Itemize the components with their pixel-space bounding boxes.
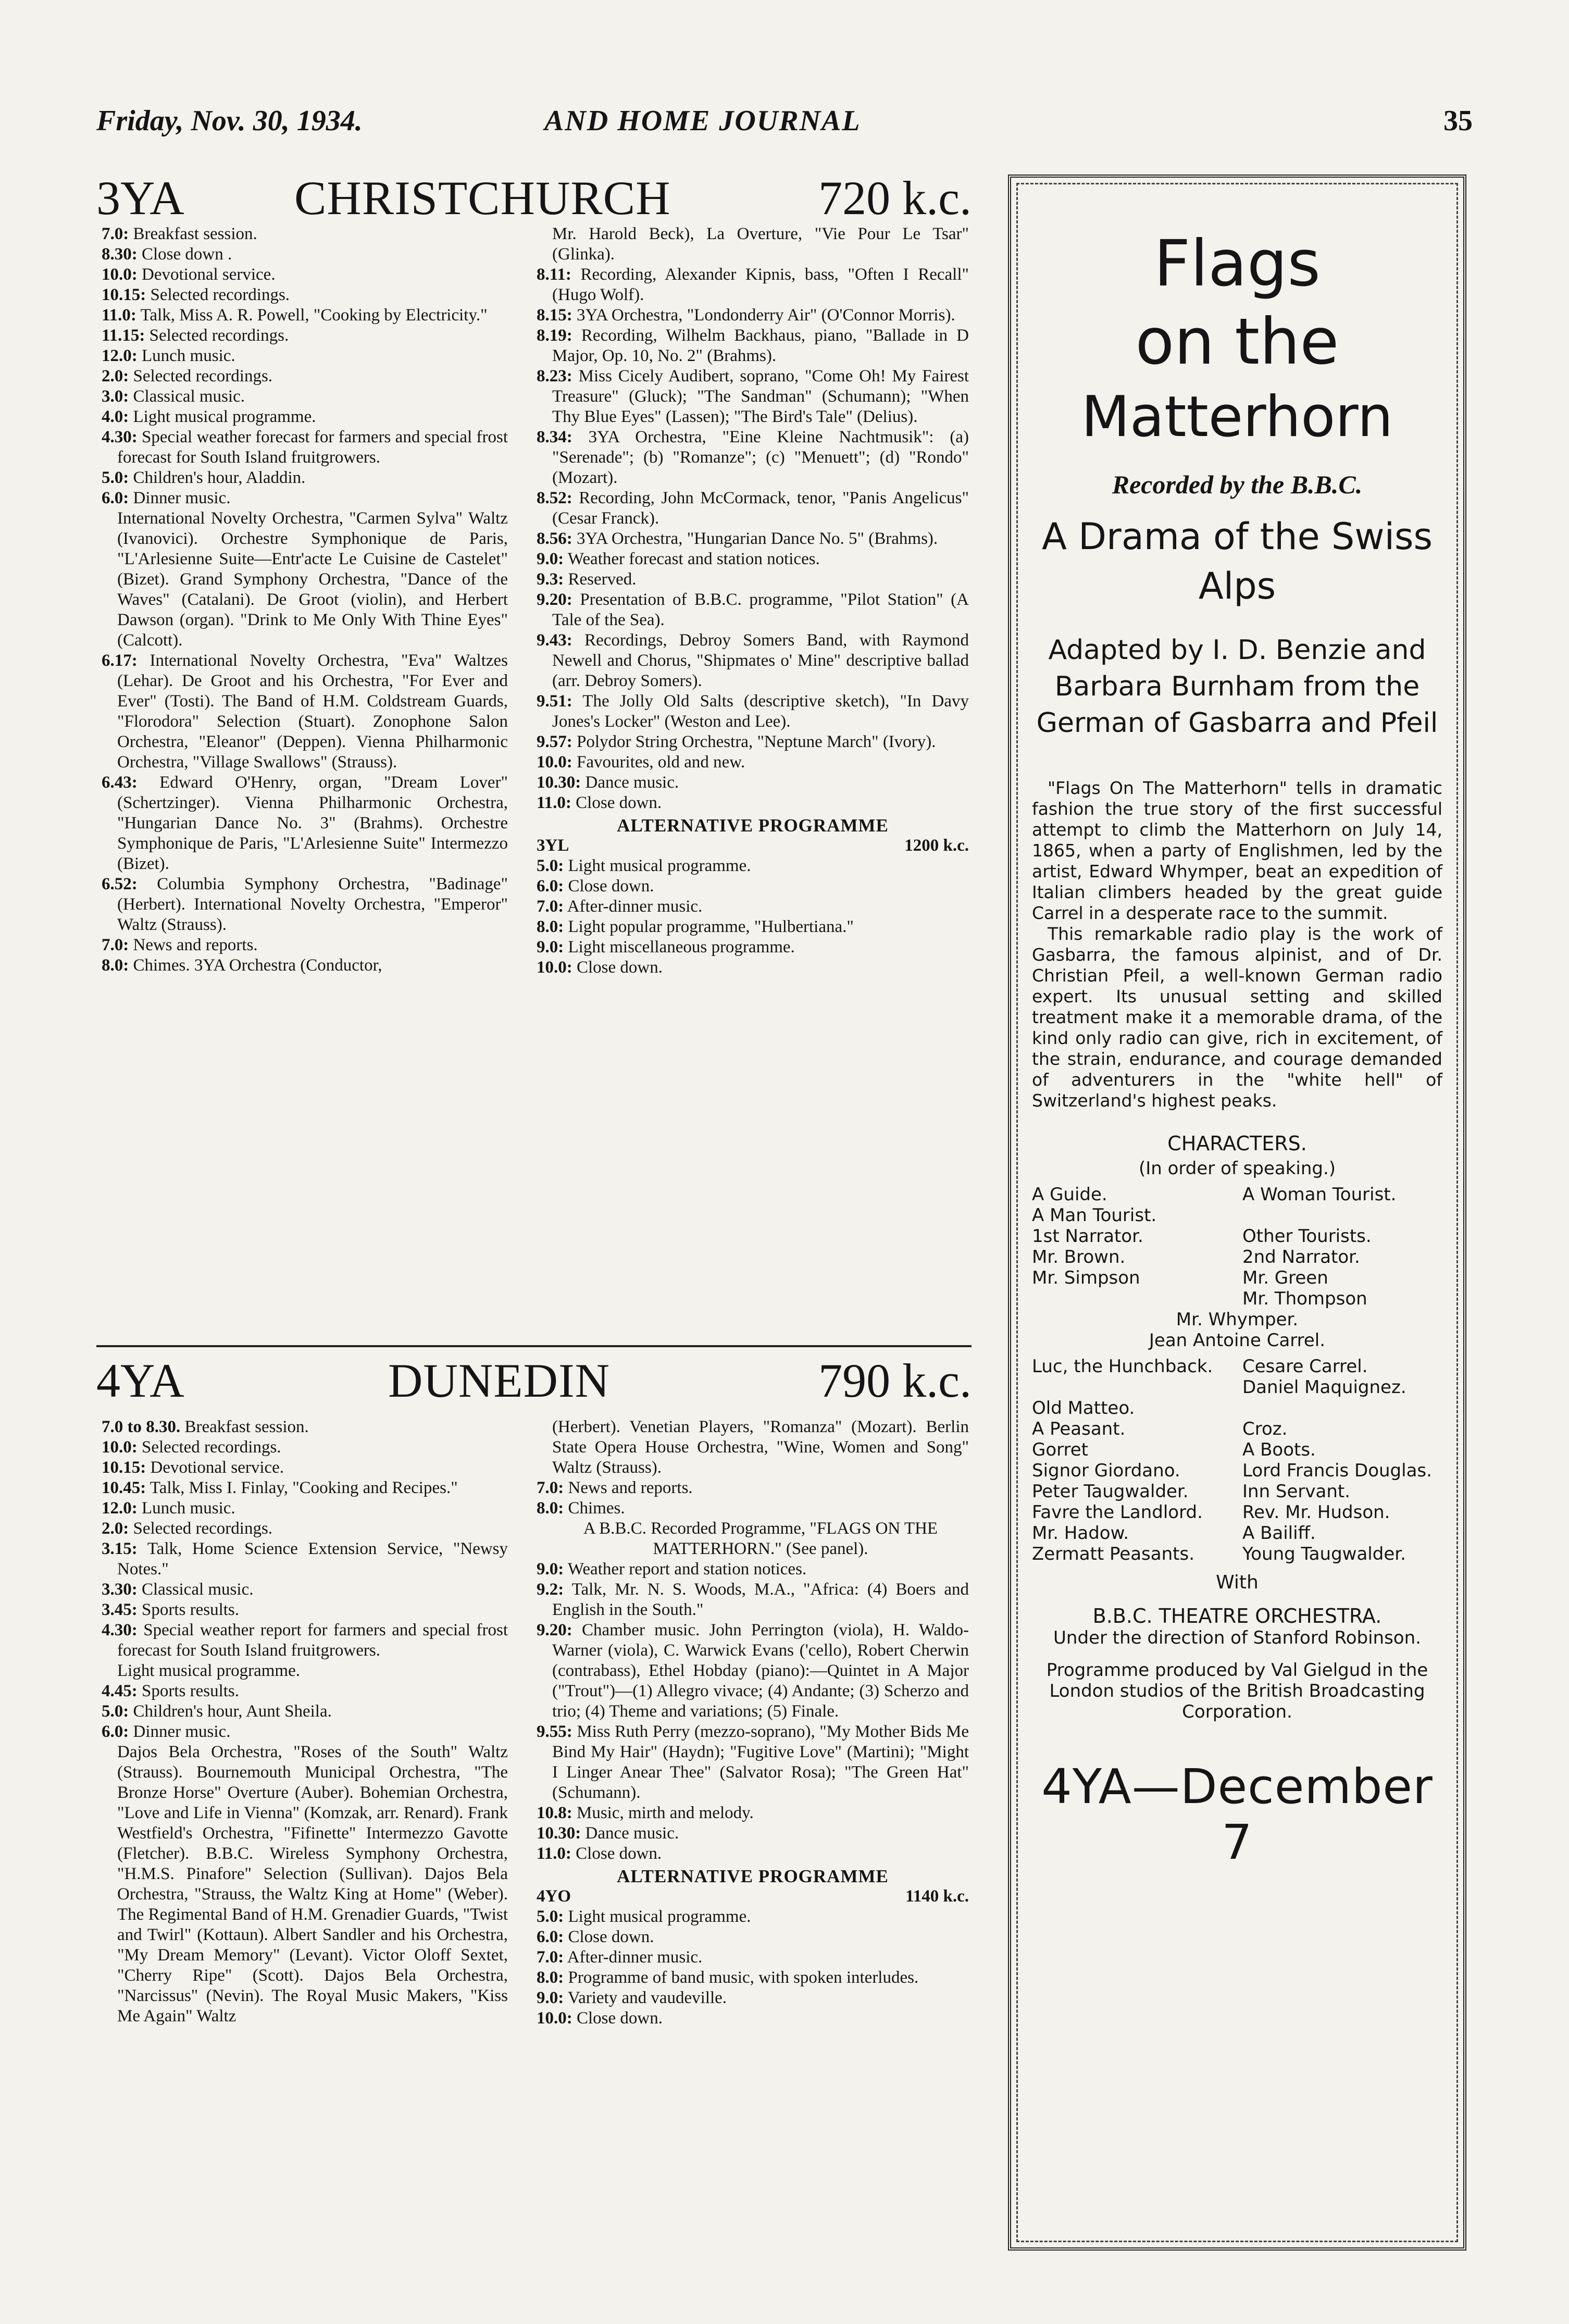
character-name: Daniel Maquignez. — [1242, 1377, 1406, 1398]
programme-text: 3YA Orchestra, "Londonderry Air" (O'Connor Morris). — [577, 306, 955, 325]
programme-text: Children's hour, Aladdin. — [133, 468, 306, 487]
programme-item — [102, 265, 508, 285]
character-name: Gorret — [1032, 1439, 1089, 1460]
programme-text: Close down. — [576, 793, 662, 812]
programme-list — [537, 224, 969, 813]
programme-time: 7.0: — [537, 1478, 564, 1497]
programme-item — [102, 1478, 508, 1498]
programme-text: Weather forecast and station notices. — [567, 550, 820, 568]
advert-panel — [1008, 175, 1466, 2251]
programme-text: Music, mirth and melody. — [577, 1804, 754, 1822]
programme-item — [102, 508, 508, 651]
programme-text: Devotional service. — [150, 1458, 284, 1477]
programme-text: Selected recordings. — [133, 367, 273, 386]
programme-list — [537, 1417, 969, 1864]
programme-text: Favourites, old and new. — [577, 753, 745, 772]
character-name — [1032, 1377, 1232, 1398]
programme-time: 8.0: — [537, 1968, 564, 1987]
programme-item — [102, 468, 508, 488]
programme-item — [537, 224, 969, 265]
programme-time: 10.8: — [537, 1804, 572, 1822]
programme-item — [537, 856, 969, 876]
character-name: Mr. Green — [1242, 1267, 1328, 1288]
programme-time: 8.0: — [102, 956, 129, 975]
programme-item — [537, 1559, 969, 1580]
characters-subtitle: (In order of speaking.) — [1138, 1158, 1336, 1179]
programme-item — [537, 366, 969, 427]
characters-grid-b — [1032, 1356, 1442, 1564]
blurb-paragraph: This remarkable radio play is the work of Gasbarra, the famous alpinist, and of Dr. Christian Pfeil, a well-known German radio expert. Its unusual setting and skilled treatment make it a memorable drama, of the kind only radio can give, rich in excitement, of the strain, endurance, and courage demanded of adventurers in the "white hell" of Switzerland's highest peaks. — [1032, 924, 1442, 1111]
programme-item — [102, 1519, 508, 1539]
programme-item — [102, 285, 508, 305]
programme-text: Talk, Mr. N. S. Woods, M.A., "Africa: (4) Boers and English in the South." — [552, 1580, 969, 1619]
programme-item — [102, 955, 508, 976]
programme-item — [537, 897, 969, 917]
programme-time: 9.55: — [537, 1722, 572, 1741]
programme-item — [537, 1620, 969, 1722]
programme-time: 12.0: — [102, 346, 138, 365]
programme-item — [102, 366, 508, 387]
programme-text: Dinner music. — [133, 1722, 231, 1741]
programme-text: Breakfast session. — [184, 1418, 309, 1436]
character-name: Peter Taugwalder. — [1032, 1481, 1189, 1502]
programme-text: Special weather report for farmers and special frost forecast for South Island fruitgrowers. — [117, 1621, 508, 1660]
programme-item — [537, 1927, 969, 1947]
programme-text: Presentation of B.B.C. programme, "Pilot Station" (A Tale of the Sea). — [552, 590, 969, 629]
programme-item — [537, 1417, 969, 1478]
running-header — [96, 104, 1473, 151]
programme-time: 8.15: — [537, 306, 572, 325]
section-divider — [96, 1345, 972, 1347]
programme-item — [102, 1701, 508, 1722]
programme-time: 11.15: — [102, 326, 145, 345]
programme-time: 6.0: — [102, 1722, 129, 1741]
programme-item — [102, 1600, 508, 1620]
character-name: Lord Francis Douglas. — [1242, 1460, 1432, 1481]
programme-time: 9.0: — [537, 938, 564, 956]
character-name: 2nd Narrator. — [1242, 1247, 1360, 1267]
programme-text: Children's hour, Aunt Sheila. — [133, 1702, 332, 1721]
programme-text: Light musical programme. — [133, 407, 316, 426]
programme-item — [102, 1437, 508, 1458]
programme-text: The Jolly Old Salts (descriptive sketch), "In Davy Jones's Locker" (Weston and Lee). — [552, 692, 969, 731]
programme-item — [102, 773, 508, 874]
programme-text: Recording, Wilhelm Backhaus, piano, "Ballade in D Major, Op. 10, No. 2" (Brahms). — [552, 326, 969, 365]
programme-time: 7.0: — [102, 936, 129, 954]
programme-text: Selected recordings. — [150, 285, 290, 304]
programme-text: Lunch music. — [142, 346, 235, 365]
character-name: A Man Tourist. — [1032, 1205, 1157, 1226]
alternative-programme-list — [537, 856, 969, 978]
programme-time: 5.0: — [102, 1702, 129, 1721]
programme-item — [537, 876, 969, 897]
programme-item — [537, 937, 969, 958]
character-name: 1st Narrator. — [1032, 1226, 1143, 1247]
programme-item — [537, 958, 969, 978]
drama-subtitle: A Drama of the Swiss Alps — [1042, 515, 1433, 607]
programme-time: 6.0: — [537, 1928, 564, 1946]
programme-item — [537, 1580, 969, 1620]
alternative-programme-title: ALTERNATIVE PROGRAMME — [617, 815, 889, 836]
programme-time: 7.0: — [102, 225, 129, 243]
characters-grid-a — [1032, 1184, 1442, 1309]
programme-text: Classical music. — [142, 1580, 254, 1599]
programme-item — [537, 752, 969, 773]
programme-time: 10.15: — [102, 1458, 146, 1477]
programme-item — [537, 917, 969, 937]
programme-column-4ya-2 — [537, 1417, 969, 2029]
programme-text: Chimes. 3YA Orchestra (Conductor, — [133, 956, 382, 975]
character-name: Mr. Hadow. — [1032, 1523, 1129, 1544]
programme-text: Selected recordings. — [133, 1519, 273, 1538]
page-number: 35 — [1443, 105, 1473, 137]
advert-title-line1: Flags — [1154, 227, 1321, 301]
programme-time: 10.0: — [102, 1438, 138, 1457]
programme-time: 10.45: — [102, 1478, 146, 1497]
programme-time: 6.0: — [537, 877, 564, 896]
programme-text: Chamber music. John Perrington (viola), H. Waldo-Warner (viola), C. Warwick Evans ('cello), Robert Cherwin (contrabass), Ethel Hobday (piano):—Quintet in A Major ("Trout")—(1) Allegro vivace; (4) Andante; (3) Scherzo and trio; (4) Theme and variations; (5) Finale. — [552, 1621, 969, 1721]
programme-time: 8.19: — [537, 326, 572, 345]
programme-text: Talk, Miss A. R. Powell, "Cooking by Electricity." — [140, 306, 488, 325]
programme-item — [102, 488, 508, 508]
programme-text: Light popular programme, "Hulbertiana." — [568, 917, 854, 936]
programme-item — [102, 935, 508, 955]
programme-item — [102, 305, 508, 326]
programme-time: 10.30: — [537, 1824, 581, 1843]
alternative-station-row — [537, 1886, 969, 1907]
station-frequency: 790 k.c. — [818, 1354, 972, 1407]
programme-time: 4.30: — [102, 428, 138, 446]
alt-station-call: 3YL — [537, 836, 569, 855]
programme-item — [537, 1722, 969, 1803]
alternative-station-row — [537, 836, 969, 856]
programme-time: 11.0: — [537, 1844, 571, 1863]
programme-item — [102, 1458, 508, 1478]
production-credit: Programme produced by Val Gielgud in the London studios of the British Broadcasting Corporation. — [1046, 1660, 1428, 1722]
programme-text: Weather report and station notices. — [567, 1560, 807, 1579]
programme-item — [102, 244, 508, 265]
character-name: A Woman Tourist. — [1242, 1184, 1397, 1205]
programme-text: Reserved. — [568, 570, 637, 589]
character-name: Young Taugwalder. — [1242, 1544, 1406, 1564]
characters-title: CHARACTERS. — [1167, 1132, 1307, 1155]
programme-text: Special weather forecast for farmers and special frost forecast for South Island fruitgrowers. — [117, 428, 508, 467]
programme-text: A B.B.C. Recorded Programme, "FLAGS ON THE MATTERHORN." (See panel). — [583, 1519, 938, 1558]
programme-item — [537, 1988, 969, 2008]
station-heading-4ya — [96, 1354, 972, 1407]
advert-title-line2: on the — [1135, 305, 1339, 379]
character-name: Mr. Thompson — [1242, 1288, 1367, 1309]
station-call: 3YA — [96, 171, 184, 225]
programme-item — [537, 265, 969, 305]
programme-item — [537, 1968, 969, 1988]
programme-time: 7.0: — [537, 897, 564, 916]
alternative-programme-title: ALTERNATIVE PROGRAMME — [617, 1866, 889, 1886]
programme-item — [102, 427, 508, 468]
programme-item — [537, 305, 969, 326]
programme-text: Dance music. — [585, 1824, 679, 1843]
character-name — [1032, 1288, 1232, 1309]
programme-time: 8.56: — [537, 529, 572, 548]
programme-time: 8.23: — [537, 367, 572, 386]
programme-text: News and reports. — [133, 936, 258, 954]
character-name: A Peasant. — [1032, 1419, 1126, 1439]
programme-text: After-dinner music. — [567, 897, 703, 916]
programme-item — [537, 1947, 969, 1968]
issue-date: Friday, Nov. 30, 1934. — [96, 105, 363, 137]
programme-time: 10.30: — [537, 773, 581, 792]
programme-text: Columbia Symphony Orchestra, "Badinage" (Herbert). International Novelty Orchestra, "Emperor" Waltz (Strauss). — [117, 875, 508, 934]
programme-text: Selected recordings. — [149, 326, 289, 345]
programme-text: Close down . — [142, 245, 232, 264]
programme-text: Light musical programme. — [568, 1907, 751, 1926]
programme-item — [102, 1498, 508, 1519]
programme-item — [102, 1661, 508, 1681]
programme-time: 9.0: — [537, 1560, 564, 1579]
station-city: DUNEDIN — [388, 1354, 611, 1407]
station-city: CHRISTCHURCH — [294, 171, 671, 225]
programme-item — [102, 874, 508, 935]
station-frequency: 720 k.c. — [818, 171, 972, 225]
programme-text: Dinner music. — [133, 489, 231, 507]
programme-time: 10.0: — [537, 958, 572, 977]
programme-text: (Herbert). Venetian Players, "Romanza" (Mozart). Berlin State Opera House Orchestra, "Wine, Women and Song" Waltz (Strauss). — [552, 1418, 969, 1477]
programme-text: Breakfast session. — [133, 225, 257, 243]
programme-text: International Novelty Orchestra, "Carmen Sylva" Waltz (Ivanovici). Orchestre Symphonique de Paris, "L'Arlesienne Suite—Entr'acte Le Cuisine de Castelet" (Bizet). Grand Symphony Orchestra, "Dance of the Waves" (Catalani). De Groot (violin), and Herbert Dawson (organ). "Drink to Me Only With Thine Eyes" (Calcott). — [117, 509, 508, 650]
recorded-by: Recorded by the B.B.C. — [1112, 470, 1363, 499]
programme-text: Polydor String Orchestra, "Neptune March" (Ivory). — [577, 732, 936, 751]
programme-text: International Novelty Orchestra, "Eva" Waltzes (Lehar). De Groot and his Orchestra, "For Ever and Ever" (Tosti). The Band of H.M. Coldstream Guards, "Florodora" Selection (Stuart). Zonophone Salon Orchestra, "Eleanor" (Deppen). Vienna Philharmonic Orchestra, "Village Swallows" (Strauss). — [117, 651, 508, 772]
programme-time: 5.0: — [102, 468, 129, 487]
alt-station-frequency: 1200 k.c. — [904, 836, 969, 855]
programme-item — [537, 590, 969, 630]
character-name: Luc, the Hunchback. — [1032, 1356, 1213, 1377]
programme-text: Selected recordings. — [142, 1438, 281, 1457]
programme-text: Edward O'Henry, organ, "Dream Lover" (Schertzinger). Vienna Philharmonic Orchestra, "Hungarian Dance No. 3" (Brahms). Orchestre Symphonique de Paris, "L'Arlesienne Suite" Intermezzo (Bizet). — [117, 773, 508, 873]
programme-item — [102, 1580, 508, 1600]
programme-text: Recording, John McCormack, tenor, "Panis Angelicus" (Cesar Franck). — [552, 489, 969, 528]
programme-time: 9.43: — [537, 631, 572, 650]
programme-text: Close down. — [568, 877, 654, 896]
programme-item — [102, 1620, 508, 1661]
programme-item — [102, 1539, 508, 1580]
programme-item — [537, 691, 969, 732]
programme-time: 10.0: — [102, 265, 138, 284]
character-name — [1242, 1398, 1442, 1419]
advert-title-line3: Matterhorn — [1081, 384, 1393, 450]
programme-item — [537, 1907, 969, 1927]
blurb-paragraph: "Flags On The Matterhorn" tells in dramatic fashion the true story of the first successful attempt to climb the Matterhorn on July 14, 1865, when a party of Englishmen, led by the artist, Edward Whymper, beat an expedition of Italian climbers headed by the great guide Carrel in a desperate race to the summit. — [1032, 778, 1442, 923]
programme-text: Mr. Harold Beck), La Overture, "Vie Pour Le Tsar" (Glinka). — [552, 225, 969, 264]
character-name: Favre the Landlord. — [1032, 1502, 1203, 1523]
programme-item — [102, 1722, 508, 1742]
programme-item — [537, 549, 969, 569]
programme-text: Light musical programme. — [117, 1661, 300, 1680]
programme-text: Dance music. — [585, 773, 679, 792]
programme-text: 3YA Orchestra, "Eine Kleine Nachtmusik": (a) "Serenade"; (b) "Romanze"; (c) "Menuett"; (d) "Rondo" (Mozart). — [552, 428, 969, 487]
character-centered: Mr. Whymper. — [1176, 1309, 1299, 1330]
programme-time: 11.0: — [102, 306, 136, 325]
direction-credit: Under the direction of Stanford Robinson. — [1053, 1627, 1421, 1648]
programme-text: After-dinner music. — [567, 1948, 703, 1967]
programme-text: Talk, Home Science Extension Service, "Newsy Notes." — [117, 1539, 508, 1579]
programme-text: Sports results. — [142, 1600, 240, 1619]
character-centered: Jean Antoine Carrel. — [1149, 1330, 1326, 1351]
programme-item — [537, 1803, 969, 1823]
programme-time: 8.0: — [537, 1499, 564, 1518]
programme-text: Light musical programme. — [568, 856, 751, 875]
programme-text: Close down. — [568, 1928, 654, 1946]
programme-time: 11.0: — [537, 793, 571, 812]
programme-text: Dajos Bela Orchestra, "Roses of the South" Waltz (Strauss). Bournemouth Municipal Orchestra, "The Bronze Horse" Overture (Auber). Bohemian Orchestra, "Love and Life in Vienna" (Komzak, arr. Renard). Frank Westfield's Orchestra, "Fifinette" Intermezzo Gavotte (Fletcher). B.B.C. Wireless Symphony Orchestra, "H.M.S. Pinafore" Selection (Sullivan). Dajos Bela Orchestra, "Strauss, the Waltz King at Home" (Weber). The Regimental Band of H.M. Grenadier Guards, "Twist and Twirl" (Kottaun). Albert Sandler and his Orchestra, "My Dream Memory" (Levant). Victor Oloff Sextet, "Cherry Ripe" (Scott). Dajos Bela Orchestra, "Narcissus" (Nevin). The Royal Music Makers, "Kiss Me Again" Waltz — [117, 1743, 508, 2025]
programme-time: 6.52: — [102, 875, 138, 893]
character-name: Other Tourists. — [1242, 1226, 1372, 1247]
programme-text: Programme of band music, with spoken interludes. — [568, 1968, 919, 1987]
programme-item — [537, 773, 969, 793]
programme-text: Close down. — [577, 958, 663, 977]
programme-time: 10.15: — [102, 285, 146, 304]
programme-time: 4.30: — [102, 1621, 138, 1639]
programme-time: 5.0: — [537, 1907, 564, 1926]
adapted-by: Adapted by I. D. Benzie and Barbara Burnham from the German of Gasbarra and Pfeil — [1036, 635, 1438, 739]
programme-time: 10.0: — [537, 753, 572, 772]
programme-time: 8.0: — [537, 917, 564, 936]
character-name: Old Matteo. — [1032, 1398, 1135, 1419]
programme-text: Sports results. — [142, 1682, 240, 1700]
programme-item — [537, 1478, 969, 1498]
programme-text: Miss Ruth Perry (mezzo-soprano), "My Mother Bids Me Bind My Hair" (Haydn); "Fugitive Love" (Martini); "Might I Linger Anear Thee" (Salvator Rosa); "The Green Hat" (Schumann). — [552, 1722, 969, 1802]
programme-time: 7.0: — [537, 1948, 564, 1967]
programme-text: Close down. — [576, 1844, 662, 1863]
programme-column-3ya-1 — [102, 224, 508, 976]
programme-column-4ya-1 — [102, 1417, 508, 2027]
programme-time: 8.11: — [537, 265, 571, 284]
station-heading-3ya — [96, 172, 972, 224]
programme-time: 2.0: — [102, 367, 129, 386]
programme-item — [102, 1742, 508, 2027]
programme-time: 9.20: — [537, 1621, 572, 1639]
character-name: Cesare Carrel. — [1242, 1356, 1368, 1377]
programme-time: 3.0: — [102, 387, 129, 406]
character-name: A Boots. — [1242, 1439, 1316, 1460]
journal-title: AND HOME JOURNAL — [544, 105, 861, 137]
programme-text: Variety and vaudeville. — [567, 1989, 727, 2007]
programme-time: 10.0: — [537, 2009, 572, 2028]
programme-item — [537, 427, 969, 488]
character-name: Mr. Brown. — [1032, 1247, 1126, 1267]
programme-time: 9.20: — [537, 590, 572, 609]
character-name: Croz. — [1242, 1419, 1288, 1439]
programme-time: 8.30: — [102, 245, 138, 264]
programme-item — [537, 569, 969, 590]
alt-station-frequency: 1140 k.c. — [905, 1887, 969, 1906]
programme-item — [102, 407, 508, 427]
orchestra-name: B.B.C. THEATRE ORCHESTRA. — [1092, 1605, 1382, 1627]
programme-time: 8.52: — [537, 489, 572, 507]
programme-text: Light miscellaneous programme. — [568, 938, 795, 956]
programme-text: News and reports. — [568, 1478, 693, 1497]
programme-time: 6.0: — [102, 489, 129, 507]
character-name: A Guide. — [1032, 1184, 1107, 1205]
programme-text: Classical music. — [133, 387, 245, 406]
programme-item — [537, 1498, 969, 1519]
programme-time: 4.0: — [102, 407, 129, 426]
programme-time: 8.34: — [537, 428, 572, 446]
programme-text: Recording, Alexander Kipnis, bass, "Often I Recall" (Hugo Wolf). — [552, 265, 969, 304]
programme-column-3ya-2 — [537, 224, 969, 978]
programme-time: 3.15: — [102, 1539, 138, 1558]
programme-text: Lunch music. — [142, 1499, 235, 1518]
character-name: Zermatt Peasants. — [1032, 1544, 1195, 1564]
programme-text: Talk, Miss I. Finlay, "Cooking and Recipes." — [150, 1478, 458, 1497]
programme-item — [102, 346, 508, 366]
programme-time: 9.51: — [537, 692, 572, 711]
programme-item — [102, 651, 508, 773]
programme-time: 9.0: — [537, 1989, 564, 2007]
programme-time: 2.0: — [102, 1519, 129, 1538]
programme-time: 9.2: — [537, 1580, 564, 1599]
programme-text: Devotional service. — [142, 265, 276, 284]
programme-text: Chimes. — [568, 1499, 625, 1518]
programme-time: 3.45: — [102, 1600, 138, 1619]
alt-station-call: 4YO — [537, 1887, 571, 1906]
programme-time: 6.17: — [102, 651, 138, 670]
programme-item — [102, 224, 508, 244]
programme-item — [102, 1681, 508, 1701]
programme-item — [537, 529, 969, 549]
station-call: 4YA — [96, 1354, 184, 1407]
broadcast-date: 4YA—December 7 — [1041, 1759, 1433, 1870]
programme-time: 3.30: — [102, 1580, 138, 1599]
programme-item — [537, 1844, 969, 1864]
alternative-programme-list — [537, 1907, 969, 2029]
programme-item — [537, 1519, 969, 1559]
programme-text: Recordings, Debroy Somers Band, with Raymond Newell and Chorus, "Shipmates o' Mine" descriptive ballad (arr. Debroy Somers). — [552, 631, 969, 690]
programme-item — [537, 488, 969, 529]
programme-item — [537, 630, 969, 691]
character-name: Mr. Simpson — [1032, 1267, 1140, 1288]
character-name: Signor Giordano. — [1032, 1460, 1180, 1481]
programme-item — [537, 793, 969, 813]
programme-text: 3YA Orchestra, "Hungarian Dance No. 5" (Brahms). — [577, 529, 938, 548]
programme-item — [537, 2008, 969, 2029]
programme-text: Close down. — [577, 2009, 663, 2028]
programme-item — [537, 1823, 969, 1844]
programme-item — [102, 1417, 508, 1437]
programme-time: 4.45: — [102, 1682, 138, 1700]
with-label: With — [1216, 1572, 1259, 1593]
programme-time: 9.57: — [537, 732, 572, 751]
programme-item — [102, 387, 508, 407]
character-name — [1242, 1205, 1442, 1226]
character-name: A Bailiff. — [1242, 1523, 1316, 1544]
programme-time: 9.0: — [537, 550, 564, 568]
programme-time: 12.0: — [102, 1499, 138, 1518]
programme-time: 6.43: — [102, 773, 138, 792]
programme-time: 5.0: — [537, 856, 564, 875]
advert-blurb — [1032, 778, 1442, 1111]
programme-item — [537, 326, 969, 366]
programme-time: 7.0 to 8.30. — [102, 1418, 181, 1436]
character-name: Rev. Mr. Hudson. — [1242, 1502, 1390, 1523]
programme-item — [537, 732, 969, 752]
character-name: Inn Servant. — [1242, 1481, 1351, 1502]
programme-text: Miss Cicely Audibert, soprano, "Come Oh! My Fairest Treasure" (Gluck); "The Sandman" (Schumann); "When Thy Blue Eyes" (Lassen); "The Bird's Tale" (Delius). — [552, 367, 969, 426]
programme-item — [102, 326, 508, 346]
programme-time: 9.3: — [537, 570, 564, 589]
